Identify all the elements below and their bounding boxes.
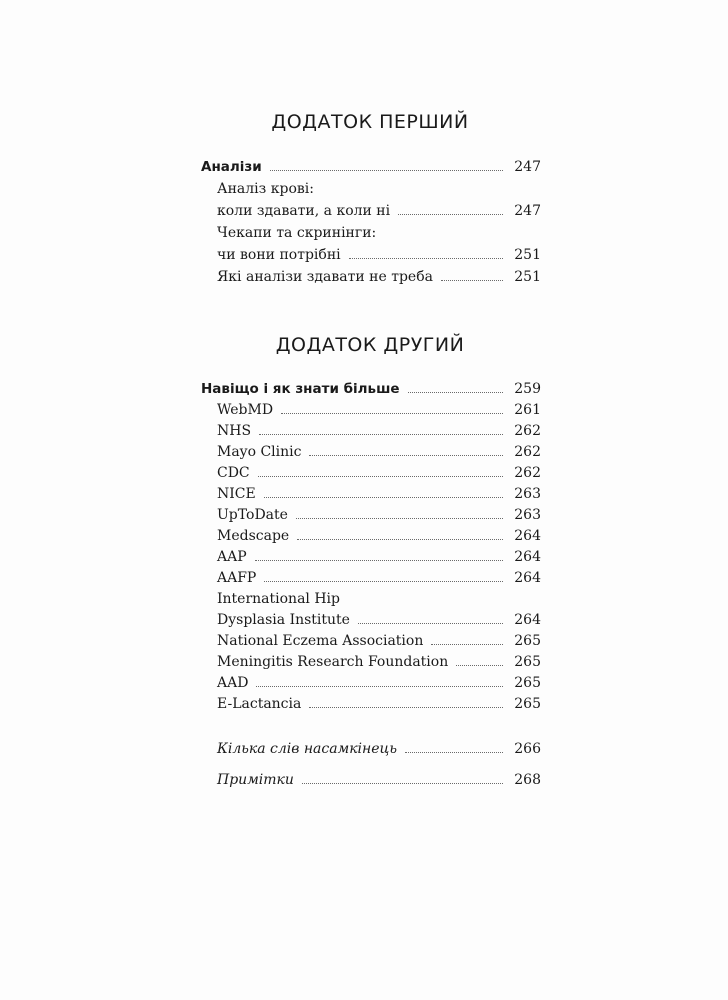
- toc-entry-title: AAFP: [217, 570, 257, 586]
- toc-entry-title: чи вони потрібні: [217, 247, 341, 263]
- dot-leader: [405, 752, 503, 753]
- toc-entry-unneeded-tests[interactable]: [201, 264, 541, 286]
- toc-entry-meningitis-foundation[interactable]: [201, 649, 541, 671]
- toc-entry-title: WebMD: [217, 402, 274, 418]
- toc-entry-title: Аналіз крові:: [217, 181, 314, 197]
- toc-entry-title: Навіщо і як знати більше: [201, 381, 400, 397]
- toc-entry-title: Mayo Clinic: [217, 444, 302, 460]
- dot-leader: [349, 258, 503, 259]
- toc-entry-hip-dysplasia[interactable]: [201, 607, 541, 629]
- toc-page-number: 251: [514, 247, 541, 263]
- toc-entry-medscape[interactable]: [201, 523, 541, 545]
- toc-page-number: 265: [514, 675, 541, 691]
- toc-page-number: 264: [514, 549, 541, 565]
- toc-entry-title: AAD: [217, 675, 249, 691]
- dot-leader: [296, 518, 503, 519]
- toc-entry-nhs[interactable]: [201, 418, 541, 440]
- toc-entry-title: Meningitis Research Foundation: [217, 654, 449, 670]
- toc-entry-checkups-line1: [201, 220, 541, 242]
- toc-entry-mayo-clinic[interactable]: [201, 439, 541, 461]
- toc-entry-analyses[interactable]: [201, 154, 541, 176]
- toc-entry-aap[interactable]: [201, 544, 541, 566]
- toc-entry-aad[interactable]: [201, 670, 541, 692]
- dot-leader: [302, 783, 503, 784]
- dot-leader: [281, 413, 503, 414]
- toc-entry-blood-test[interactable]: [201, 198, 541, 220]
- toc-entry-title: Кілька слів насамкінець: [217, 741, 397, 757]
- toc-entry-title: коли здавати, а коли ні: [217, 203, 391, 219]
- toc-page-number: 264: [514, 570, 541, 586]
- toc-entry-uptodate[interactable]: [201, 502, 541, 524]
- toc-entry-title: UpToDate: [217, 507, 288, 523]
- dot-leader: [270, 170, 503, 171]
- toc-entry-title: CDC: [217, 465, 250, 481]
- toc-page-number: 247: [514, 203, 541, 219]
- toc-entry-e-lactancia[interactable]: [201, 691, 541, 713]
- toc-entry-cdc[interactable]: [201, 460, 541, 482]
- toc-page-number: 265: [514, 633, 541, 649]
- toc-page-number: 261: [514, 402, 541, 418]
- dot-leader: [309, 455, 503, 456]
- toc-entry-checkups[interactable]: [201, 242, 541, 264]
- dot-leader: [408, 392, 503, 393]
- toc-entry-title: Medscape: [217, 528, 290, 544]
- appendix-one-heading: ДОДАТОК ПЕРШИЙ: [271, 111, 469, 133]
- toc-entry-title: NHS: [217, 423, 252, 439]
- toc-entry-notes[interactable]: [201, 767, 541, 789]
- toc-entry-title: E-Lactancia: [217, 696, 302, 712]
- toc-page-number: 268: [514, 772, 541, 788]
- toc-page-number: 265: [514, 654, 541, 670]
- toc-page-number: 262: [514, 444, 541, 460]
- dot-leader: [297, 539, 503, 540]
- toc-entry-aafp[interactable]: [201, 565, 541, 587]
- toc-entry-title: Чекапи та скринінги:: [217, 225, 377, 241]
- toc-entry-title: National Eczema Association: [217, 633, 424, 649]
- dot-leader: [309, 707, 503, 708]
- toc-entry-title: International Hip: [217, 591, 340, 607]
- toc-entry-hip-dysplasia-line1: [201, 586, 541, 608]
- toc-entry-title: Аналізи: [201, 159, 262, 175]
- toc-page-number: 259: [514, 381, 541, 397]
- toc-page-number: 247: [514, 159, 541, 175]
- toc-entry-blood-test-line1: [201, 176, 541, 198]
- toc-entry-know-more[interactable]: [201, 376, 541, 398]
- dot-leader: [441, 280, 503, 281]
- dot-leader: [431, 644, 503, 645]
- toc-page-number: 263: [514, 507, 541, 523]
- toc-page-number: 264: [514, 528, 541, 544]
- toc-entry-webmd[interactable]: [201, 397, 541, 419]
- toc-page-number: 266: [514, 741, 541, 757]
- toc-entry-eczema-association[interactable]: [201, 628, 541, 650]
- toc-page-number: 251: [514, 269, 541, 285]
- toc-entry-nice[interactable]: [201, 481, 541, 503]
- appendix-two-heading: ДОДАТОК ДРУГИЙ: [275, 334, 465, 356]
- toc-page-number: 264: [514, 612, 541, 628]
- toc-entry-title: Dysplasia Institute: [217, 612, 350, 628]
- toc-page-number: 262: [514, 423, 541, 439]
- dot-leader: [258, 476, 503, 477]
- dot-leader: [398, 214, 503, 215]
- toc-entry-title: NICE: [217, 486, 256, 502]
- toc-page-number: 262: [514, 465, 541, 481]
- dot-leader: [256, 686, 503, 687]
- toc-entry-title: AAP: [217, 549, 247, 565]
- toc-entry-title: Які аналізи здавати не треба: [217, 269, 433, 285]
- dot-leader: [358, 623, 503, 624]
- toc-page-number: 265: [514, 696, 541, 712]
- dot-leader: [456, 665, 503, 666]
- dot-leader: [259, 434, 503, 435]
- dot-leader: [264, 581, 503, 582]
- dot-leader: [264, 497, 503, 498]
- toc-page-number: 263: [514, 486, 541, 502]
- toc-entry-afterword[interactable]: [201, 736, 541, 758]
- dot-leader: [255, 560, 503, 561]
- toc-entry-title: Примітки: [217, 772, 294, 788]
